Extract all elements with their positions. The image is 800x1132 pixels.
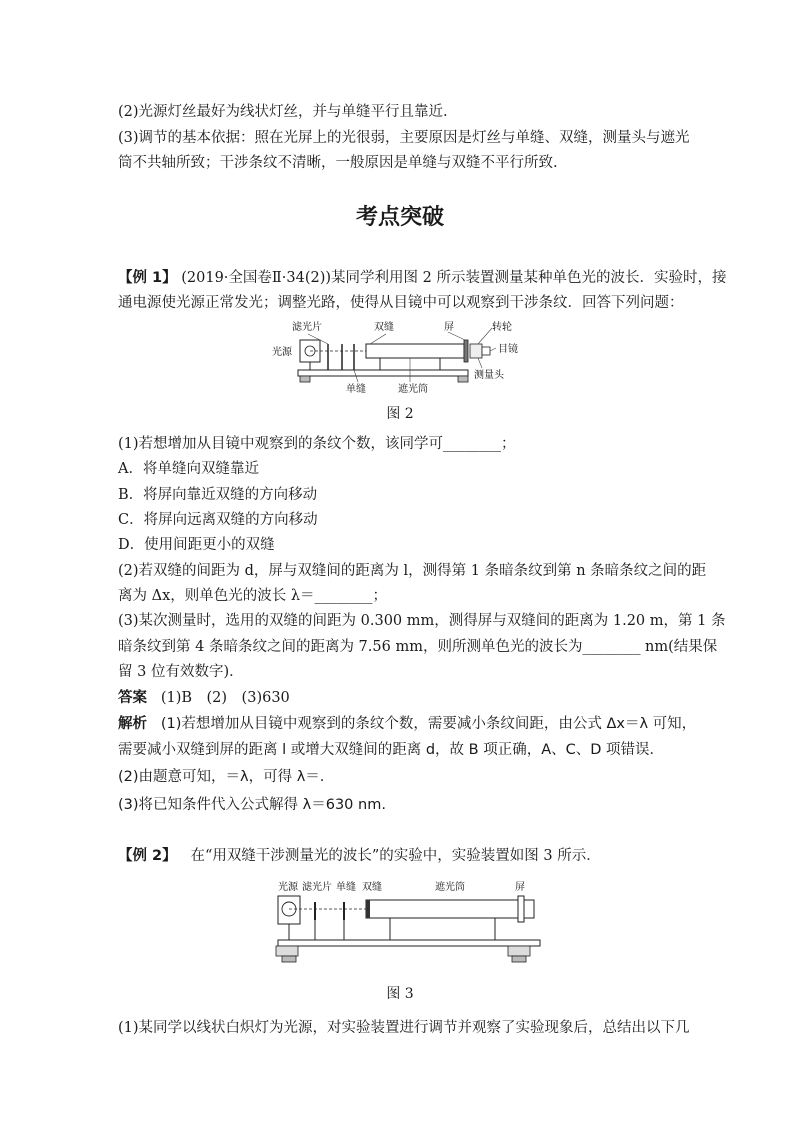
example2-tag: 【例 2】 [118, 848, 177, 864]
example1-answer [118, 688, 688, 708]
example1-q1: (1)若想增加从目镜中观察到的条纹个数，该同学可________； [118, 436, 516, 452]
example1-analysis-line-2: 需要减小双缝到屏的距离 l 或增大双缝间的距离 d，故 B 项正确，A、C、D 项错误． [118, 742, 665, 758]
fig3-label-light: 光源 [278, 882, 298, 893]
figure-2-apparatus [270, 318, 560, 398]
fig3-label-double-slit: 双缝 [362, 882, 382, 893]
example1-text-1: (2019·全国卷Ⅱ·34(2))某同学利用图 2 所示装置测量某种单色光的波长．实验时，接 [181, 270, 727, 286]
example1-option-b: B．将屏向靠近双缝的方向移动 [118, 487, 318, 503]
example1-option-c: C．将屏向远离双缝的方向移动 [118, 512, 318, 528]
fig3-light-source [278, 896, 300, 924]
fig2-tube [366, 344, 464, 358]
figure-3-apparatus [270, 878, 560, 970]
fig3-label-single-slit: 单缝 [336, 882, 356, 893]
example2-line-1 [118, 846, 688, 866]
example1-q3-line-3: 留 3 位有效数字)． [118, 664, 244, 680]
example1-option-d: D．使用间距更小的双缝 [118, 537, 275, 553]
example1-q3-line-1: (3)某次测量时，选用的双缝的间距为 0.300 mm，测得屏与双缝间的距离为 1.20 m，第 1 条 [118, 613, 726, 629]
fig3-rail [278, 940, 540, 946]
fig3-tube [366, 900, 534, 918]
example1-analysis-line-1 [118, 714, 697, 734]
figure-3-caption: 图 3 [386, 986, 414, 1002]
example1-option-a: A．将单缝向双缝靠近 [118, 461, 259, 477]
answer-label: 答案 [118, 690, 147, 706]
fig2-label-screen: 屏 [444, 322, 454, 333]
intro-line-3: 筒不共轴所致；干涉条纹不清晰，一般原因是单缝与双缝不平行所致. [118, 155, 558, 171]
fig2-label-eyepiece: 目镜 [498, 344, 518, 355]
analysis-text-1: (1)若想增加从目镜中观察到的条纹个数，需要减小条纹间距，由公式 Δx＝λ 可知， [160, 716, 697, 732]
example1-q3-line-2: 暗条纹到第 4 条暗条纹之间的距离为 7.56 mm，则所测单色光的波长为________ nm(结果保 [118, 639, 718, 655]
fig2-rail [298, 370, 468, 376]
fig3-label-filter: 滤光片 [302, 882, 332, 893]
example1-q2-line-1: (2)若双缝的间距为 d，屏与双缝间的距离为 l，测得第 1 条暗条纹到第 n 条暗条纹之间的距 [118, 563, 707, 579]
fig2-label-single-slit: 单缝 [346, 384, 366, 395]
intro-line-2: (3)调节的基本依据：照在光屏上的光很弱，主要原因是灯丝与单缝、双缝，测量头与遮光 [118, 130, 690, 146]
example2-q1-line-1: (1)某同学以线状白炽灯为光源，对实验装置进行调节并观察了实验现象后，总结出以下几 [118, 1020, 690, 1036]
fig2-label-head: 测量头 [474, 370, 504, 381]
fig2-label-double-slit: 双缝 [374, 322, 394, 333]
fig2-label-light: 光源 [272, 347, 292, 358]
example1-line-2: 通电源使光源正常发光；调整光路，使得从目镜中可以观察到干涉条纹．回答下列问题： [118, 295, 684, 311]
fig3-label-screen: 屏 [515, 882, 525, 893]
example1-analysis-line-3: (2)由题意可知，＝λ，可得 λ＝. [118, 769, 325, 785]
fig3-label-tube: 遮光筒 [435, 882, 465, 893]
answer-text: (1)B (2) (3)630 [160, 690, 290, 706]
fig2-label-wheel: 转轮 [492, 322, 512, 333]
example1-line-1 [118, 268, 727, 288]
fig2-label-tube: 遮光筒 [398, 384, 428, 395]
example1-q2-line-2: 离为 Δx，则单色光的波长 λ＝________； [118, 588, 388, 604]
example2-text-1: 在“用双缝干涉测量光的波长”的实验中，实验装置如图 3 所示． [190, 848, 601, 864]
intro-line-1: (2)光源灯丝最好为线状灯丝，并与单缝平行且靠近. [118, 104, 448, 120]
analysis-label: 解析 [118, 716, 147, 732]
figure-2-caption: 图 2 [386, 406, 414, 422]
fig2-label-filter: 滤光片 [292, 322, 322, 333]
example1-analysis-line-4: (3)将已知条件代入公式解得 λ＝630 nm. [118, 797, 386, 813]
section-title: 考点突破 [355, 205, 444, 230]
example1-tag: 【例 1】 [118, 270, 177, 286]
